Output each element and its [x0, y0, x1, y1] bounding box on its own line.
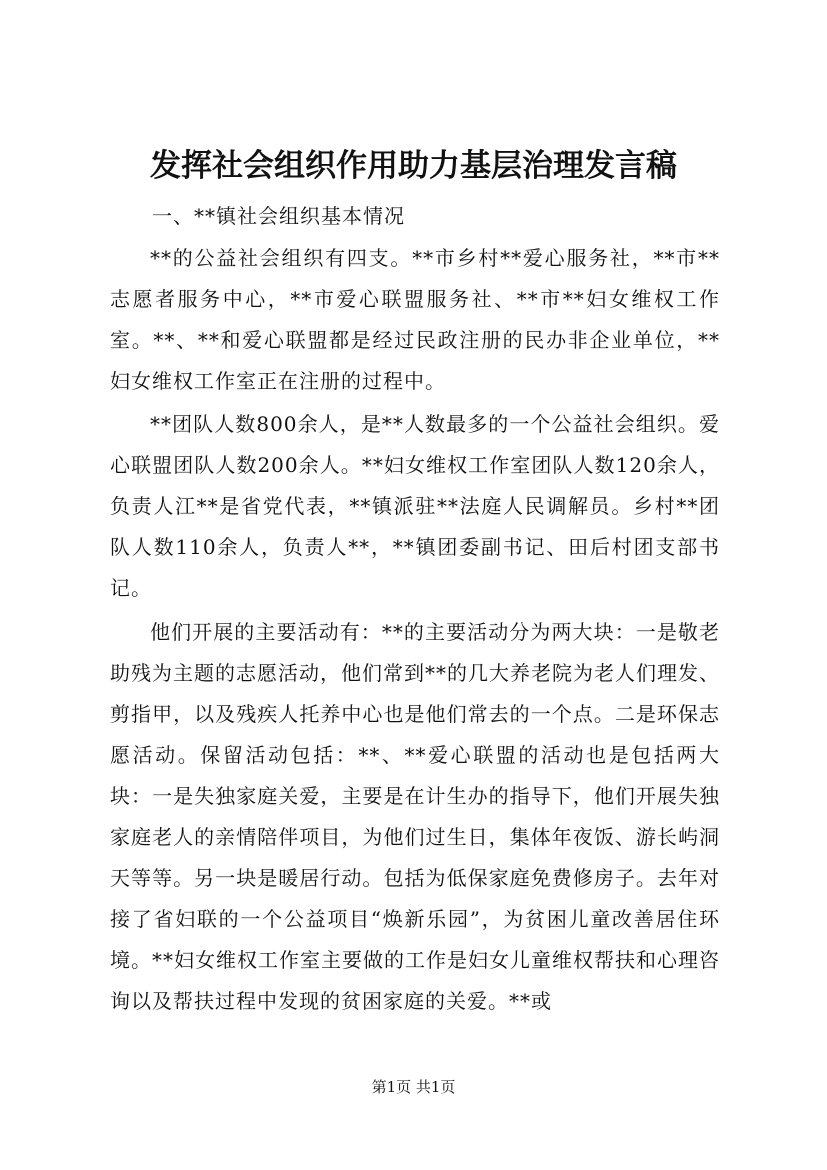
- section-heading: 一、**镇社会组织基本情况: [152, 204, 405, 228]
- document-title: 发挥社会组织作用助力基层治理发言稿: [150, 148, 677, 184]
- paragraph-3: 他们开展的主要活动有：**的主要活动分为两大块：一是敬老助残为主题的志愿活动，他们常到**的几大养老院为老人们理发、剪指甲，以及残疾人托养中心也是他们常去的一个点。二是环保志愿活动。保留活动包括：**、**爱心联盟的活动也是包括两大块：一是失独家庭关爱，主要是在计生办的指导下，他们开展失独家庭老人的亲情陪伴项目，为他们过生日，集体年夜饭、游长屿洞天等等。另一块是暖居行动。包括为低保家庭免费修房子。去年对接了省妇联的一个公益项目“焕新乐园”，为贫困儿童改善居住环境。**妇女维权工作室主要做的工作是妇女儿童维权帮扶和心理咨询以及帮扶过程中发现的贫困家庭的关爱。**或: [110, 620, 720, 1013]
- page-footer: 第1页 共1页: [371, 1078, 456, 1096]
- paragraph-2: **团队人数800余人，是**人数最多的一个公益社会组织。爱心联盟团队人数200余人。**妇女维权工作室团队人数120余人，负责人江**是省党代表，**镇派驻**法庭人民调解员。乡村**团队人数110余人，负责人**，**镇团委副书记、田后村团支部书记。: [110, 412, 720, 600]
- paragraph-1: **的公益社会组织有四支。**市乡村**爱心服务社，**市**志愿者服务中心，**市爱心联盟服务社、**市**妇女维权工作室。**、**和爱心联盟都是经过民政注册的民办非企业单位，**妇女维权工作室正在注册的过程中。: [110, 246, 720, 393]
